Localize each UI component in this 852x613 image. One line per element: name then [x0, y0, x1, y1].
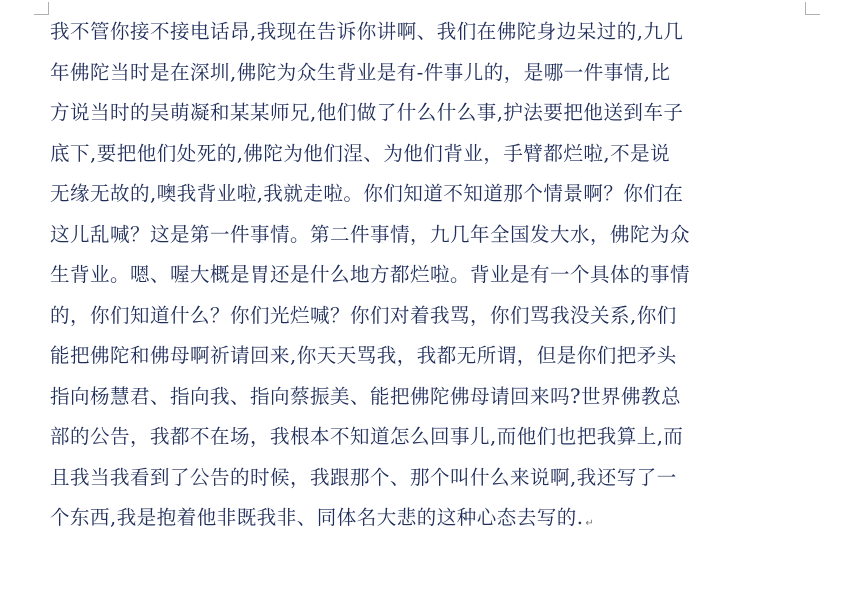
text-line-8: 的，你们知道什么？你们光烂喊？你们对着我骂，你们骂我没关系,你们 — [50, 303, 677, 327]
text-line-6: 这儿乱喊？这是第一件事情。第二件事情，九几年全国发大水，佛陀为众 — [50, 222, 691, 246]
text-line-4: 底下,要把他们处死的,佛陀为他们涅、为他们背业，手臂都烂啦,不是说 — [50, 141, 671, 165]
document-body[interactable] — [50, 12, 810, 539]
top-left-margin-mark — [34, 2, 49, 15]
text-line-13 — [50, 498, 810, 539]
text-line-3: 方说当时的吴萌凝和某某师兄,他们做了什么什么事,护法要把他送到车子 — [50, 101, 684, 124]
paragraph-mark-icon: ↵ — [585, 518, 595, 529]
text-line-5: 无缘无故的,噢我背业啦,我就走啦。你们知道不知道那个情景啊？你们在 — [50, 182, 684, 205]
text-line-7: 生背业。嗯、喔大概是胃还是什么地方都烂啦。背业是有一个具体的事情 — [50, 263, 691, 286]
text-line-2: 年佛陀当时是在深圳,佛陀为众生背业是有-件事儿的，是哪一件事情,比 — [50, 60, 671, 84]
text-line-1: 我不管你接不接电话昂,我现在告诉你讲啊、我们在佛陀身边呆过的,九几 — [50, 20, 684, 43]
text-line-11: 部的公告，我都不在场，我根本不知道怎么回事儿,而他们也把我算上,而 — [50, 425, 684, 448]
text-line-9: 能把佛陀和佛母啊祈请回来,你天天骂我，我都无所谓，但是你们把矛头 — [50, 344, 677, 367]
text-line-12: 且我当我看到了公告的时候，我跟那个、那个叫什么来说啊,我还写了一 — [50, 465, 677, 489]
text-line-13-content: 个东西,我是抱着他非既我非、同体名大悲的这种心态去写的. — [50, 506, 584, 529]
text-line-10: 指向杨慧君、指向我、指向蔡振美、能把佛陀佛母请回来吗?世界佛教总 — [50, 384, 681, 408]
